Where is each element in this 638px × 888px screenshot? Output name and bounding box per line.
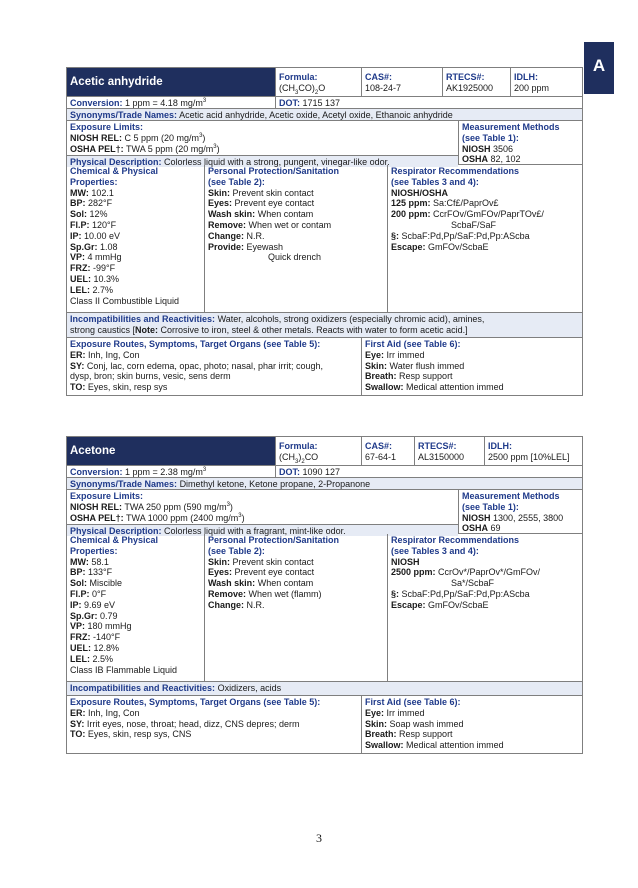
first-aid-cell: First Aid (see Table 6): Eye: Irr immed Skin: Water flush immed Breath: Resp support Swallow: Medical attention immed [361,338,582,395]
incompat-row [66,313,583,338]
idlh-cell [510,68,582,96]
chemical-properties-cell: Chemical & Physical Properties: MW: 102.1 BP: 282°F Sol: 12% Fl.P: 120°F IP: 10.00 eV Sp.Gr: 1.08 VP: 4 mmHg FRZ: -99°F UEL: 10.3% LEL: 2.7% Class II Combustible Liquid [70,166,180,306]
dot-cell: DOT: 1090 127 [275,466,582,477]
physical-description-cell: Physical Description: Colorless liquid with a strong, pungent, vinegar-like odor. [67,155,458,167]
header-row [66,436,583,466]
exposure-row [66,490,583,537]
cas-cell [361,437,414,465]
formula-label: Formula: [279,441,318,451]
conversion-row [66,466,583,478]
idlh-label: IDLH: [514,72,538,82]
respirator-cell: Respirator Recommendations (see Tables 3 and 4): NIOSH 2500 ppm: CcrOv*/PaprOv*/GmFOv/ Sa*/ScbaF §: ScbaF:Pd,Pp/SaF:Pd,Pp:AScba Escape: GmFOv/ScbaE [387,534,582,681]
rtecs-cell [442,68,510,96]
chemical-name: Acetone [70,444,116,457]
formula-cell [275,68,361,96]
properties-row [66,534,583,682]
synonyms-cell: Synonyms/Trade Names: Dimethyl ketone, Ketone propane, 2-Propanone [70,479,371,489]
formula-cell [275,437,361,465]
card-acetone [66,436,583,754]
conversion-row [66,97,583,109]
niosh-rel: NIOSH REL: TWA 250 ppm (590 $mg/m^3$) [70,501,233,512]
exposure-routes-cell: Exposure Routes, Symptoms, Target Organs (see Table 5): ER: Inh, Ing, Con SY: Irrit eyes, nose, throat; head, dizz, CNS depres; derm TO: Eyes, skin, resp sys, CNS [70,697,321,740]
section-tab-a [584,42,614,94]
chemical-name-cell [67,68,275,96]
formula-value: $(CH_3CO)_2O$ [279,82,326,96]
incompat-row [66,682,583,696]
measurement-methods-cell: Measurement Methods (see Table 1): NIOSH 1300, 2555, 3800 OSHA 69 [458,490,582,533]
exposure-left [67,121,458,168]
routes-row [66,338,583,396]
chemical-name-cell [67,437,275,465]
osha-pel: OSHA PEL†: TWA 5 ppm (20 $mg/m^3$) [70,143,220,154]
cas-value: 67-64-1 [365,451,397,462]
cas-cell [361,68,442,96]
formula-value: $(CH_3)_2CO$ [279,451,319,465]
exposure-left [67,490,458,537]
routes-row [66,696,583,754]
rtecs-label: RTECS#: [446,72,485,82]
idlh-label: IDLH: [488,441,512,451]
respirator-cell: Respirator Recommendations (see Tables 3 and 4): NIOSH/OSHA 125 ppm: Sa:Cf£/PaprOv£ 200 ppm: CcrFOv/GmFOv/PaprTOv£/ ScbaF/SaF §: ScbaF:Pd,Pp/SaF:Pd,Pp:AScba Escape: GmFOv/ScbaE [387,165,582,312]
synonyms-row [66,478,583,490]
first-aid-cell: First Aid (see Table 6): Eye: Irr immed Skin: Soap wash immed Breath: Resp support Swallow: Medical attention immed [361,696,582,753]
incompat-cell: Incompatibilities and Reactivities: Water, alcohols, strong oxidizers (especially chromic acid), amines, strong caustics [Note: Corrosive to iron, steel & other metals. Reacts with water to form acetic acid.] [70,314,485,335]
rtecs-cell [414,437,484,465]
card-acetic-anhydride [66,67,583,396]
idlh-value: 2500 ppm [10%LEL] [488,451,570,462]
ppe-cell: Personal Protection/Sanitation (see Table 2): Skin: Prevent skin contact Eyes: Prevent eye contact Wash skin: When contam Remove: When wet or contam Change: N.R. Provide: Eyewash Quick drench [204,165,387,312]
idlh-cell [484,437,582,465]
exposure-limits-cell: Exposure Limits: NIOSH REL: C 5 ppm (20 $mg/m^3$) OSHA PEL†: TWA 5 ppm (20 $mg/m^3$) [67,121,458,155]
page-number: 3 [316,831,322,845]
rtecs-label: RTECS#: [418,441,457,451]
exposure-routes-cell: Exposure Routes, Symptoms, Target Organs (see Table 5): ER: Inh, Ing, Con SY: Conj, lac, corn edema, opac, photo; nasal, phar irrit; cough, dysp, bron; skin burns, vesic, sens derm TO: Eyes, skin, resp sys [70,339,323,393]
exposure-limits-cell: Exposure Limits: NIOSH REL: TWA 250 ppm (590 $mg/m^3$) OSHA PEL†: TWA 1000 ppm (2400 $mg/m^3$) [67,490,458,524]
ppe-cell: Personal Protection/Sanitation (see Table 2): Skin: Prevent skin contact Eyes: Prevent eye contact Wash skin: When contam Remove: When wet (flamm) Change: N.R. [204,534,387,681]
cas-label: CAS#: [365,441,393,451]
header-row [66,67,583,97]
idlh-value: 200 ppm [514,82,550,93]
cas-label: CAS#: [365,72,393,82]
rtecs-value: AL3150000 [418,451,465,462]
formula-label: Formula: [279,72,318,82]
dot-cell: DOT: 1715 137 [275,97,582,108]
niosh-rel: NIOSH REL: C 5 ppm (20 $mg/m^3$) [70,132,206,143]
conversion-cell: Conversion: 1 ppm = 2.38 $mg/m^3$ [70,467,207,477]
section-tab-letter: A [592,56,606,75]
conversion-cell: Conversion: 1 ppm = 4.18 $mg/m^3$ [70,98,207,108]
incompat-cell: Incompatibilities and Reactivities: Oxidizers, acids [70,683,282,693]
synonyms-cell: Synonyms/Trade Names: Acetic acid anhydride, Acetic oxide, Acetyl oxide, Ethanoic anhydride [70,110,453,120]
properties-row [66,165,583,313]
chemical-name: Acetic anhydride [70,75,163,88]
osha-pel: OSHA PEL†: TWA 1000 ppm (2400 $mg/m^3$) [70,512,245,523]
rtecs-value: AK1925000 [446,82,494,93]
chemical-properties-cell: Chemical & Physical Properties: MW: 58.1 BP: 133°F Sol: Miscible Fl.P: 0°F IP: 9.69 eV Sp.Gr: 0.79 VP: 180 mmHg FRZ: -140°F UEL: 12.8% LEL: 2.5% Class IB Flammable Liquid [70,535,178,675]
measurement-methods-cell: Measurement Methods (see Table 1): NIOSH 3506 OSHA 82, 102 [458,121,582,164]
cas-value: 108-24-7 [365,82,402,93]
exposure-row [66,121,583,168]
synonyms-row [66,109,583,121]
physical-description-cell: Physical Description: Colorless liquid with a fragrant, mint-like odor. [67,524,458,536]
